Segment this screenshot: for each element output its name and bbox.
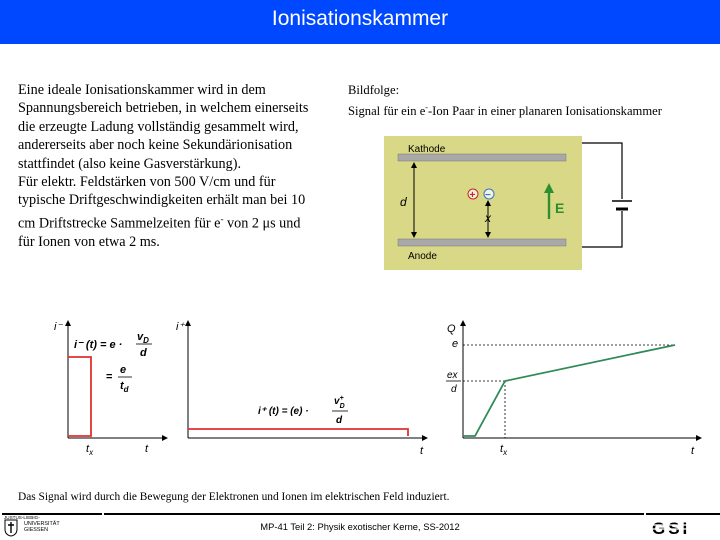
bildfolge-heading: Bildfolge: xyxy=(348,83,400,97)
x-label: x xyxy=(485,211,491,225)
plot2-x-label: t xyxy=(420,445,424,457)
bildfolge-description-b: -Ion Paar in einer planaren Ionisationskammer xyxy=(427,104,662,119)
body-text xyxy=(18,81,318,251)
kathode-label: Kathode xyxy=(408,144,446,155)
plot3-tick-ex-num: ex xyxy=(447,370,458,381)
circuit-wire-bottom xyxy=(582,211,622,247)
slide-title: Ionisationskammer xyxy=(271,7,449,30)
footer-divider xyxy=(0,513,720,515)
plot1-x-arrow xyxy=(162,435,168,441)
chamber-diagram xyxy=(356,131,646,276)
plot1-formula1-lhs: i⁻ (t) = e · xyxy=(74,339,123,351)
plot2-formula-num-v: v xyxy=(334,396,340,407)
field-label: E xyxy=(555,200,565,216)
gsi-logo-icon xyxy=(646,518,720,538)
svg-text:GSI: GSI xyxy=(652,519,691,538)
minus-sign: − xyxy=(485,190,491,201)
plot1-formula2-lhs: = xyxy=(106,371,113,383)
plot2-formula-num-sub: D xyxy=(339,403,345,410)
bildfolge-description-a: Signal für ein e xyxy=(348,104,426,119)
plot1-formula2-den-t: t xyxy=(120,380,124,392)
bildfolge-text xyxy=(348,82,718,120)
electron-current-plot xyxy=(40,316,170,461)
footer-divider-center xyxy=(104,513,644,515)
footer-divider-right xyxy=(646,513,720,515)
plot1-formula2-den xyxy=(120,380,130,394)
plot2-formula-den: d xyxy=(336,415,343,426)
plot1-formula2-num: e xyxy=(120,364,127,376)
body-paragraph-1: Eine ideale Ionisationskammer wird in dem Spannungsbereich betrieben, in welchem einerseits die erzeugte Ladung vollständig gesammelt wird, andererseits aber noch keine Sekundärionisation stattfindet (also keine Gasverstärkung). xyxy=(18,82,309,172)
title-bar xyxy=(0,0,720,44)
footer-text: MP-41 Teil 2: Physik exotischer Kerne, SS-2012 xyxy=(260,521,460,532)
university-logo-line1: UNIVERSITÄT xyxy=(24,521,60,527)
plot3-tick-e: e xyxy=(452,338,459,350)
plot2-formula-num xyxy=(334,395,345,410)
charge-plot xyxy=(435,316,705,461)
university-logo-line2: GIESSEN xyxy=(24,527,48,533)
ion-current-plot xyxy=(170,316,430,461)
caption: Das Signal wird durch die Bewegung der Elektronen und Ionen im elektrischen Feld induziert. xyxy=(18,491,450,503)
body-paragraph-2 xyxy=(18,173,318,251)
plot1-formula2-den-sub: d xyxy=(123,385,129,394)
plot2-x-arrow xyxy=(422,435,428,441)
plot2-formula-lhs: i⁺ (t) = (e) · xyxy=(258,406,309,417)
anode-label: Anode xyxy=(408,251,437,262)
body-paragraph-2-b: von 2 μs und für Ionen von etwa 2 ms. xyxy=(18,215,301,250)
plot1-formula1-num-sub: D xyxy=(143,336,149,345)
plot3-charge-signal xyxy=(463,345,675,436)
plot3-tx-label xyxy=(500,443,508,457)
plot3-x-label: t xyxy=(691,445,695,457)
bildfolge-description xyxy=(348,99,718,120)
plot3-y-arrow xyxy=(460,320,466,326)
plot1-x-label: t xyxy=(145,443,149,455)
plot2-y-arrow xyxy=(185,320,191,326)
plot3-tx-sub: x xyxy=(503,448,508,457)
d-label: d xyxy=(400,195,407,209)
plot2-ion-signal xyxy=(188,429,408,436)
plot3-x-arrow xyxy=(696,435,702,441)
anode-plate xyxy=(398,239,566,246)
plot1-tx-sub: x xyxy=(89,448,94,457)
plot1-formula1-num-v: v xyxy=(137,331,144,343)
plot1-tx-label xyxy=(86,443,94,457)
plot3-tick-ex-den: d xyxy=(451,384,457,395)
plot1-y-arrow xyxy=(65,320,71,326)
plot1-formula1-den: d xyxy=(140,347,147,359)
plot2-formula-num-sup: + xyxy=(339,395,344,402)
body-paragraph-2-a: Für elektr. Feldstärken von 500 V/cm und für typische Driftgeschwindigkeiten erhält man bei 10 cm Driftstrecke Sammelzeiten für e xyxy=(18,174,306,232)
plot3-tx-t: t xyxy=(500,443,504,455)
university-logo-top-line: JUSTUS-LIEBIG- xyxy=(4,515,40,520)
circuit-wire-top xyxy=(582,143,622,199)
plot1-tx-t: t xyxy=(86,443,90,455)
body-paragraph-2-sup: - xyxy=(220,213,224,224)
plot3-y-label: Q xyxy=(447,323,456,335)
kathode-plate xyxy=(398,154,566,161)
plot1-formula1-num xyxy=(137,331,149,345)
plot1-electron-signal xyxy=(68,357,91,436)
bildfolge-description-sup: - xyxy=(425,103,428,112)
plot2-y-label: i⁺ xyxy=(176,321,185,333)
plus-sign: + xyxy=(469,190,476,201)
plot1-y-label: i⁻ xyxy=(54,321,63,333)
